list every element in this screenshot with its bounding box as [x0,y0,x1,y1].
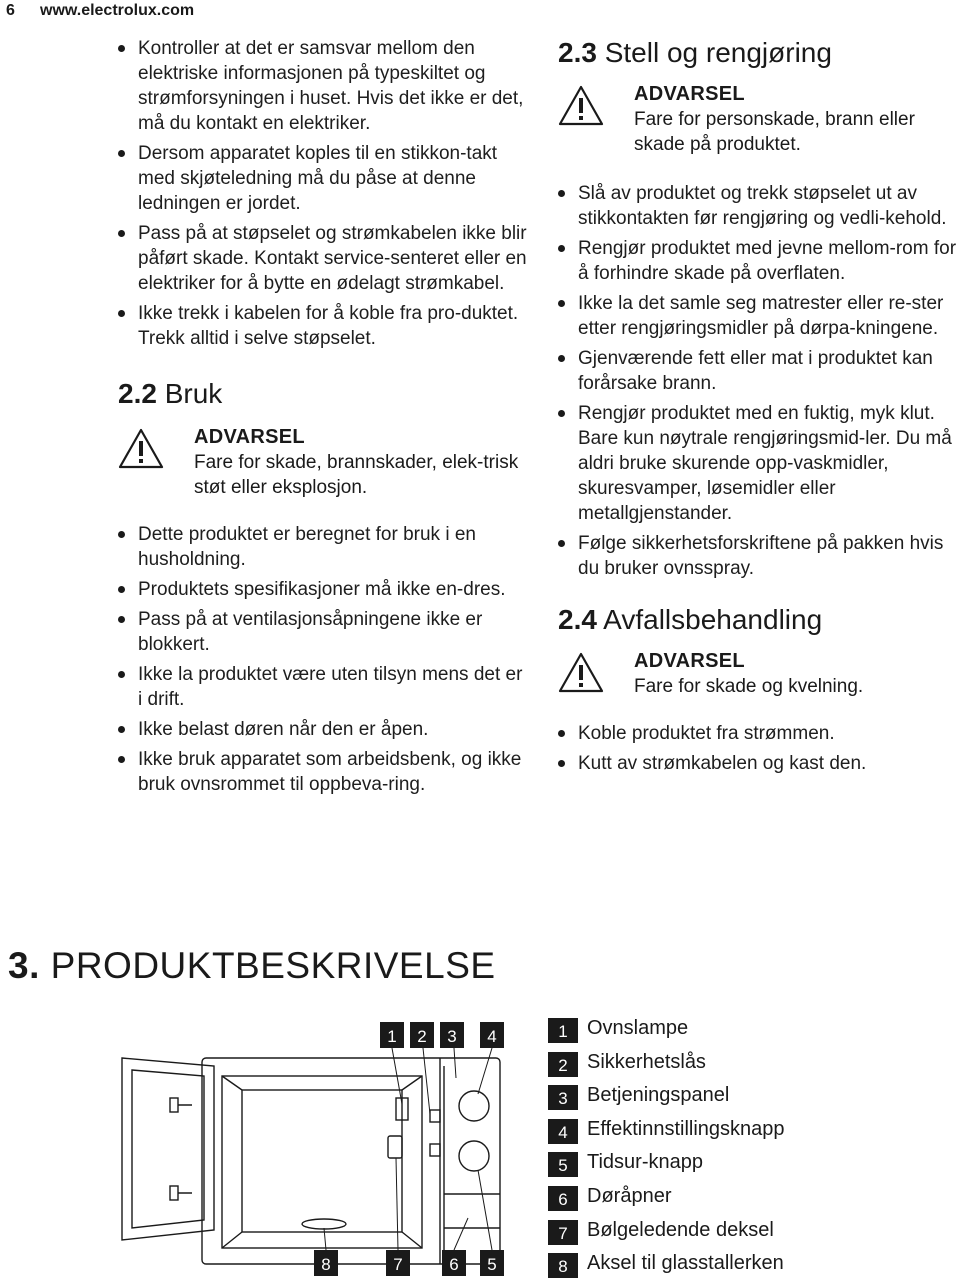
list-item: Pass på at ventilasjonsåpningene ikke er blokkert. [118,607,528,657]
legend-row [548,1148,948,1182]
list-item: Rengjør produktet med en fuktig, myk klut. Bare kun nøytrale rengjøringsmid-ler. Du må aldri bruke skurende opp-vaskmidler, skuresvamper, løsemidler eller metallgjenstander. [558,401,958,526]
door-latch-bottom [170,1186,178,1200]
warning-box [558,649,958,699]
safety-lock-slot-bottom [430,1144,440,1156]
legend-number: 5 [548,1152,578,1177]
warning-text: Fare for personskade, brann eller skade på produktet. [634,109,915,155]
list-item: Slå av produktet og trekk støpselet ut av stikkontakten før rengjøring og vedli-kehold. [558,181,958,231]
warning-text: Fare for skade og kvelning. [634,676,864,697]
section-title: Stell og rengjøring [604,37,832,68]
list-item: Følge sikkerhetsforskriftene på pakken hvis du bruker ovnsspray. [558,531,958,581]
disposal-bullet-list [558,721,958,776]
list-item: Dette produktet er beregnet for bruk i en husholdning. [118,522,528,572]
warning-title: ADVARSEL [194,426,305,448]
legend-label: Tidsur-knapp [587,1151,703,1174]
warning-text: Fare for skade, brannskader, elek-trisk støt eller eksplosjon. [194,452,519,498]
legend-row [548,1182,948,1216]
right-column [558,36,958,781]
waveguide-cover [388,1136,402,1158]
list-item: Ikke belast døren når den er åpen. [118,717,528,742]
callout-bottom-group [314,1250,504,1276]
legend-label: Aksel til glasstallerken [587,1252,784,1275]
legend-number: 3 [548,1085,578,1110]
callout-4: 4 [487,1027,497,1046]
cleaning-bullet-list [558,181,958,581]
legend-row [548,1216,948,1250]
list-item: Ikke trekk i kabelen for å koble fra pro-duktet. Trekk alltid i selve støpselet. [118,301,528,351]
safety-bullet-list [118,36,528,351]
warning-title: ADVARSEL [634,650,745,672]
list-item: Koble produktet fra strømmen. [558,721,958,746]
warning-icon [558,651,604,693]
list-item: Pass på at støpselet og strømkabelen ikke blir påført skade. Kontakt service-senteret eller en elektriker for å bytte en ødelagt strømkabel. [118,221,528,296]
legend-row [548,1048,948,1082]
list-item: Ikke la produktet være uten tilsyn mens det er i drift. [118,662,528,712]
legend-number: 4 [548,1119,578,1144]
warning-box [558,82,958,157]
list-item: Ikke bruk apparatet som arbeidsbenk, og ikke bruk ovnsrommet til oppbeva-ring. [118,747,528,797]
microwave-diagram [118,1018,518,1280]
list-item: Rengjør produktet med jevne mellom-rom for å forhindre skade på overflaten. [558,236,958,286]
warning-box [118,425,528,500]
callout-6: 6 [449,1255,459,1274]
callout-8: 8 [321,1255,331,1274]
legend-label: Betjeningspanel [587,1084,730,1107]
list-item: Kontroller at det er samsvar mellom den elektriske informasjonen på typeskiltet og strømforsyningen i huset. Hvis det ikke er det, må du kontakt en elektriker. [118,36,528,136]
legend-row [548,1115,948,1149]
warning-icon [118,427,164,469]
legend-label: Ovnslampe [587,1017,689,1039]
door-opener [444,1194,500,1228]
legend-row [548,1014,948,1048]
legend-label: Bølgeledende deksel [587,1218,774,1241]
door-latch-top [170,1098,178,1112]
legend-row [548,1081,948,1115]
microwave-body [202,1058,500,1264]
section-number: 2.2 [118,378,157,409]
callout-3: 3 [447,1027,457,1046]
power-knob [459,1091,489,1121]
section-title: Bruk [164,378,223,409]
section-number: 3. [8,945,40,986]
callout-7: 7 [393,1255,403,1274]
warning-icon [558,84,604,126]
section-number: 2.3 [558,37,597,68]
warning-title: ADVARSEL [634,83,745,105]
section-heading-3 [8,944,496,988]
oven-cavity [222,1076,422,1248]
legend-number: 2 [548,1052,578,1077]
legend-label: Effektinnstillingsknapp [587,1117,785,1140]
list-item: Gjenværende fett eller mat i produktet kan forårsake brann. [558,346,958,396]
legend-row [548,1249,948,1283]
section-number: 2.4 [558,604,597,635]
list-item: Kutt av strømkabelen og kast den. [558,751,958,776]
section-heading-2-2 [118,377,528,411]
callout-1: 1 [387,1027,397,1046]
section-title: PRODUKTBESKRIVELSE [50,945,496,986]
legend-number: 6 [548,1186,578,1211]
section-heading-2-4 [558,603,958,637]
door-outline [122,1058,214,1240]
legend-number: 7 [548,1220,578,1245]
list-item: Produktets spesifikasjoner må ikke en-dres. [118,577,528,602]
legend-label: Døråpner [587,1184,672,1207]
door-window [132,1070,204,1228]
list-item: Ikke la det samle seg matrester eller re-ster etter rengjøringsmidler på dørpa-kningene. [558,291,958,341]
glass-tray-shaft [302,1219,346,1229]
section-title: Avfallsbehandling [603,604,823,635]
page-header [0,0,960,28]
legend-label: Sikkerhetslås [587,1050,706,1073]
section-heading-2-3 [558,36,958,70]
legend-number: 8 [548,1253,578,1278]
site-url: www.electrolux.com [40,2,195,19]
parts-legend [548,1014,948,1283]
usage-bullet-list [118,522,528,797]
callout-top-group [380,1022,504,1048]
timer-knob [459,1141,489,1171]
legend-number: 1 [548,1018,578,1043]
callout-5: 5 [487,1255,497,1274]
callout-2: 2 [417,1027,427,1046]
safety-lock-slot-top [430,1110,440,1122]
left-column [118,36,528,802]
page-number: 6 [6,2,15,19]
list-item: Dersom apparatet koples til en stikkon-takt med skjøteledning må du påse at denne ledningen er jordet. [118,141,528,216]
